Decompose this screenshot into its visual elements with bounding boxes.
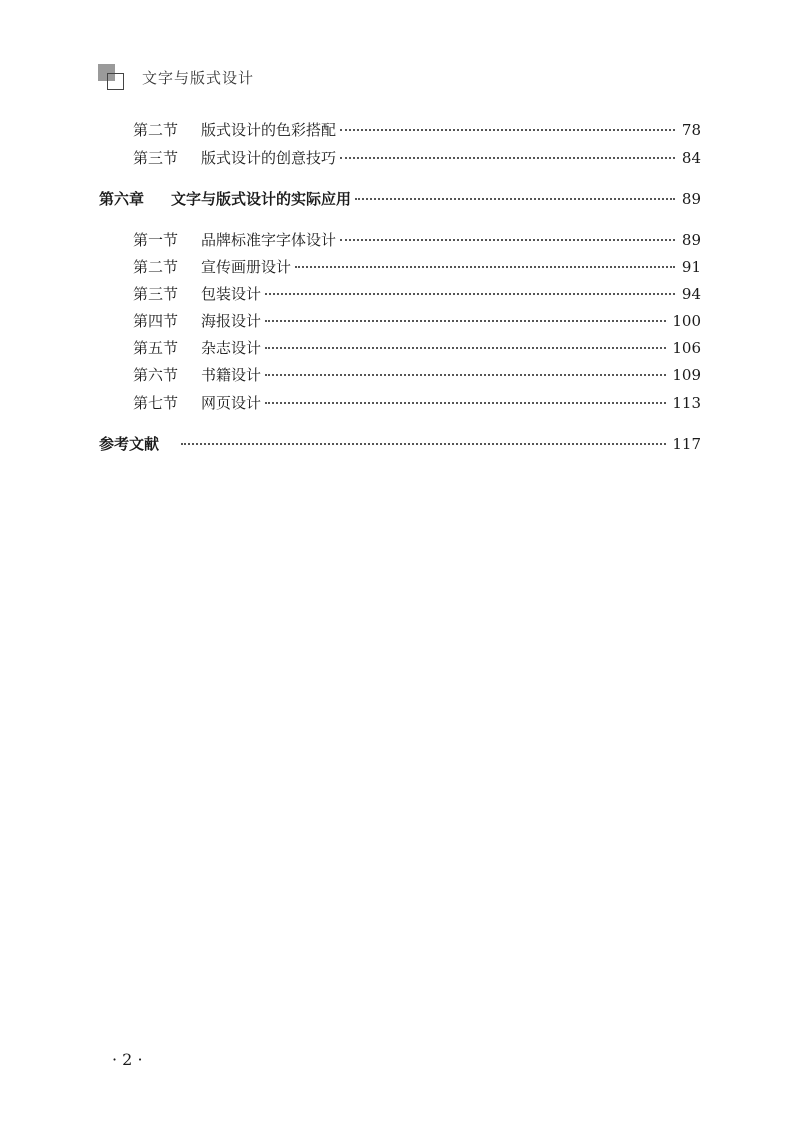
dot-leader — [340, 239, 675, 241]
dot-leader — [265, 293, 675, 295]
toc-entry-title: 品牌标准字字体设计 — [201, 231, 337, 249]
toc-entry-number: 第二节 — [133, 258, 179, 276]
toc-entry-number: 第一节 — [133, 231, 179, 249]
book-logo-icon — [98, 64, 128, 94]
toc-entry-title: 海报设计 — [201, 312, 262, 330]
toc-entry-page: 89 — [681, 231, 701, 249]
toc-entry-number: 第三节 — [133, 149, 179, 167]
toc-entry-number: 第四节 — [133, 312, 179, 330]
dot-leader — [265, 320, 666, 322]
dot-leader — [265, 374, 666, 376]
toc-entry-title: 书籍设计 — [201, 366, 262, 384]
toc-entry-section[interactable] — [133, 284, 701, 304]
toc-entry-page: 109 — [672, 366, 701, 384]
toc-entry-number: 第六章 — [99, 190, 145, 208]
header-title: 文字与版式设计 — [142, 69, 255, 87]
toc-entry-page: 94 — [681, 285, 701, 303]
toc-entry-section[interactable] — [133, 393, 701, 413]
toc-entry-page: 106 — [672, 339, 701, 357]
dot-leader — [265, 402, 666, 404]
toc-entry-page: 89 — [681, 190, 701, 208]
toc-entry-section[interactable] — [133, 230, 701, 250]
toc-entry-title: 版式设计的创意技巧 — [201, 149, 337, 167]
dot-leader — [340, 157, 675, 159]
toc-entry-title: 文字与版式设计的实际应用 — [171, 190, 352, 208]
toc-entry-section[interactable] — [133, 311, 701, 331]
toc-entry-number: 第五节 — [133, 339, 179, 357]
toc-entry-title: 包装设计 — [201, 285, 262, 303]
running-header — [98, 64, 398, 94]
toc-entry-title: 参考文献 — [99, 435, 160, 453]
toc-entry-page: 91 — [681, 258, 701, 276]
dot-leader — [295, 266, 675, 268]
toc-entry-section[interactable] — [133, 120, 701, 140]
toc-entry-number: 第七节 — [133, 394, 179, 412]
toc-entry-section[interactable] — [133, 257, 701, 277]
toc-entry-ref[interactable] — [99, 434, 701, 454]
dot-leader — [265, 347, 666, 349]
toc-entry-number: 第三节 — [133, 285, 179, 303]
toc-entry-title: 网页设计 — [201, 394, 262, 412]
dot-leader — [181, 443, 666, 445]
toc-entry-title: 版式设计的色彩搭配 — [201, 121, 337, 139]
toc-entry-number: 第六节 — [133, 366, 179, 384]
toc-entry-page: 117 — [672, 435, 701, 453]
toc-entry-page: 100 — [672, 312, 701, 330]
page-number: · 2 · — [112, 1050, 143, 1069]
toc-entry-section[interactable] — [133, 148, 701, 168]
toc-entry-title: 宣传画册设计 — [201, 258, 292, 276]
dot-leader — [355, 198, 675, 200]
toc-entry-section[interactable] — [133, 365, 701, 385]
dot-leader — [340, 129, 675, 131]
toc-entry-number: 第二节 — [133, 121, 179, 139]
toc-entry-chapter[interactable] — [99, 189, 701, 209]
toc-entry-page: 113 — [672, 394, 701, 412]
toc-entry-page: 84 — [681, 149, 701, 167]
toc-entry-section[interactable] — [133, 338, 701, 358]
toc-entry-page: 78 — [681, 121, 701, 139]
toc-entry-title: 杂志设计 — [201, 339, 262, 357]
